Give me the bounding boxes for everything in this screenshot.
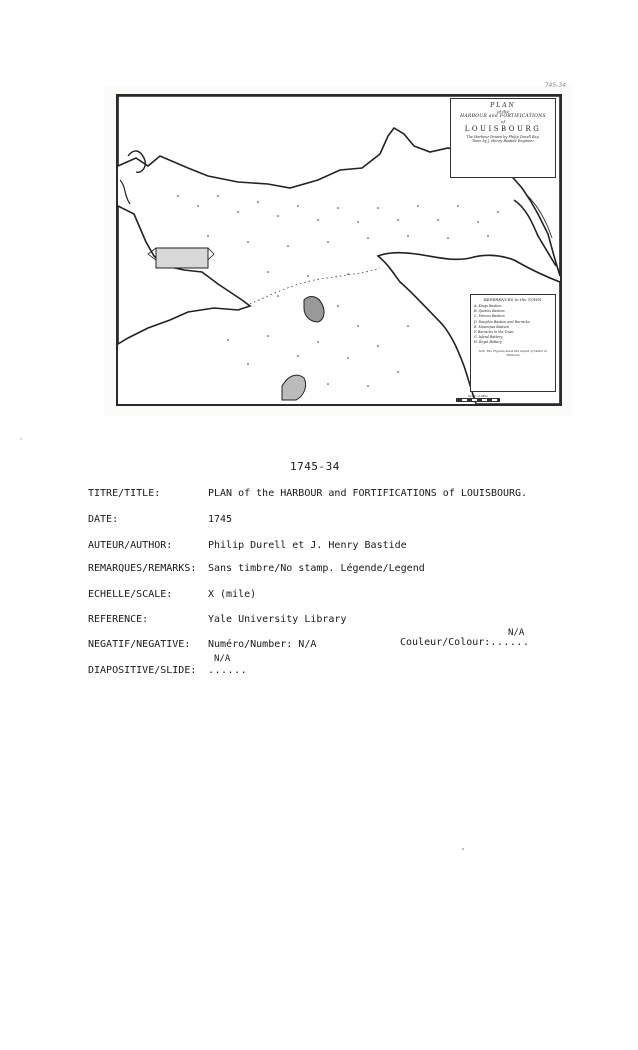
cartouche-title-3: HARBOUR and FORTIFICATIONS bbox=[460, 114, 546, 119]
field-value: X (mile) bbox=[208, 589, 257, 600]
slide-na-annotation: N/A bbox=[214, 654, 231, 664]
field-label: DATE: bbox=[88, 514, 119, 525]
legend-item: D. Dauphin Bastion and Barracks bbox=[474, 319, 530, 324]
cartouche-title-2: of the bbox=[497, 109, 509, 114]
couleur-na-annotation: N/A bbox=[508, 628, 525, 638]
scale-line bbox=[456, 398, 500, 402]
catalog-number: 1745-34 bbox=[290, 460, 340, 473]
map-photograph bbox=[104, 82, 572, 416]
legend-note: N.B. The Figures shew the Depth of Water in Fathoms bbox=[478, 348, 548, 357]
field-couleur bbox=[400, 637, 529, 648]
paper-speck bbox=[20, 438, 22, 440]
town-fortification bbox=[156, 248, 208, 268]
legend-title: REFERENCES to the TOWN. bbox=[483, 297, 543, 302]
legend-item: C. Princes Bastion bbox=[474, 314, 505, 319]
map-cartouche bbox=[450, 98, 556, 178]
paper-speck bbox=[462, 848, 464, 850]
map-scale-bar bbox=[456, 394, 500, 402]
legend-item: H. Royal Battery bbox=[474, 340, 502, 345]
legend-item: F. Barracks in the Town bbox=[474, 330, 514, 335]
legend-item: G. Island Battery bbox=[474, 335, 503, 340]
field-label: AUTEUR/AUTHOR: bbox=[88, 540, 173, 551]
cartouche-title-4: of bbox=[501, 119, 505, 124]
field-value: ...... bbox=[208, 665, 248, 676]
field-label: REFERENCE: bbox=[88, 614, 149, 625]
cartouche-title-1: PLAN bbox=[490, 102, 516, 109]
field-label: TITRE/TITLE: bbox=[88, 488, 161, 499]
field-label: REMARQUES/REMARKS: bbox=[88, 563, 197, 574]
cartouche-subtitle-2: Town by J. Henry Bastide Engineer bbox=[471, 139, 534, 143]
cartouche-title-5: LOUISBOURG bbox=[464, 125, 542, 133]
field-label: DIAPOSITIVE/SLIDE: bbox=[88, 665, 197, 676]
field-label: ECHELLE/SCALE: bbox=[88, 589, 173, 600]
field-label: NEGATIF/NEGATIVE: bbox=[88, 639, 191, 650]
cartouche-subtitle-1: The Harbour Drawn by Philip Durell Esq. bbox=[466, 135, 540, 139]
pencil-reference: 745-34 bbox=[544, 82, 566, 89]
field-value: Sans timbre/No stamp. Légende/Legend bbox=[208, 563, 425, 574]
field-value: 1745 bbox=[208, 514, 233, 525]
field-value: Numéro/Number: N/A bbox=[208, 639, 317, 650]
legend-item: A. Kings Bastion bbox=[474, 304, 502, 308]
couleur-label: Couleur/Colour: bbox=[400, 637, 491, 648]
field-value: Yale University Library bbox=[208, 614, 347, 625]
couleur-value: ...... bbox=[490, 637, 530, 648]
legend-item: E. Maurepas Bastion bbox=[474, 324, 509, 329]
map-legend bbox=[470, 294, 556, 392]
map-frame bbox=[116, 94, 562, 406]
scale-label: Scale of Mile bbox=[468, 394, 488, 398]
field-value: PLAN of the HARBOUR and FORTIFICATIONS of LOUISBOURG. bbox=[208, 488, 528, 499]
legend-item: B. Queens Bastion bbox=[474, 309, 505, 314]
field-value: Philip Durell et J. Henry Bastide bbox=[208, 540, 407, 551]
